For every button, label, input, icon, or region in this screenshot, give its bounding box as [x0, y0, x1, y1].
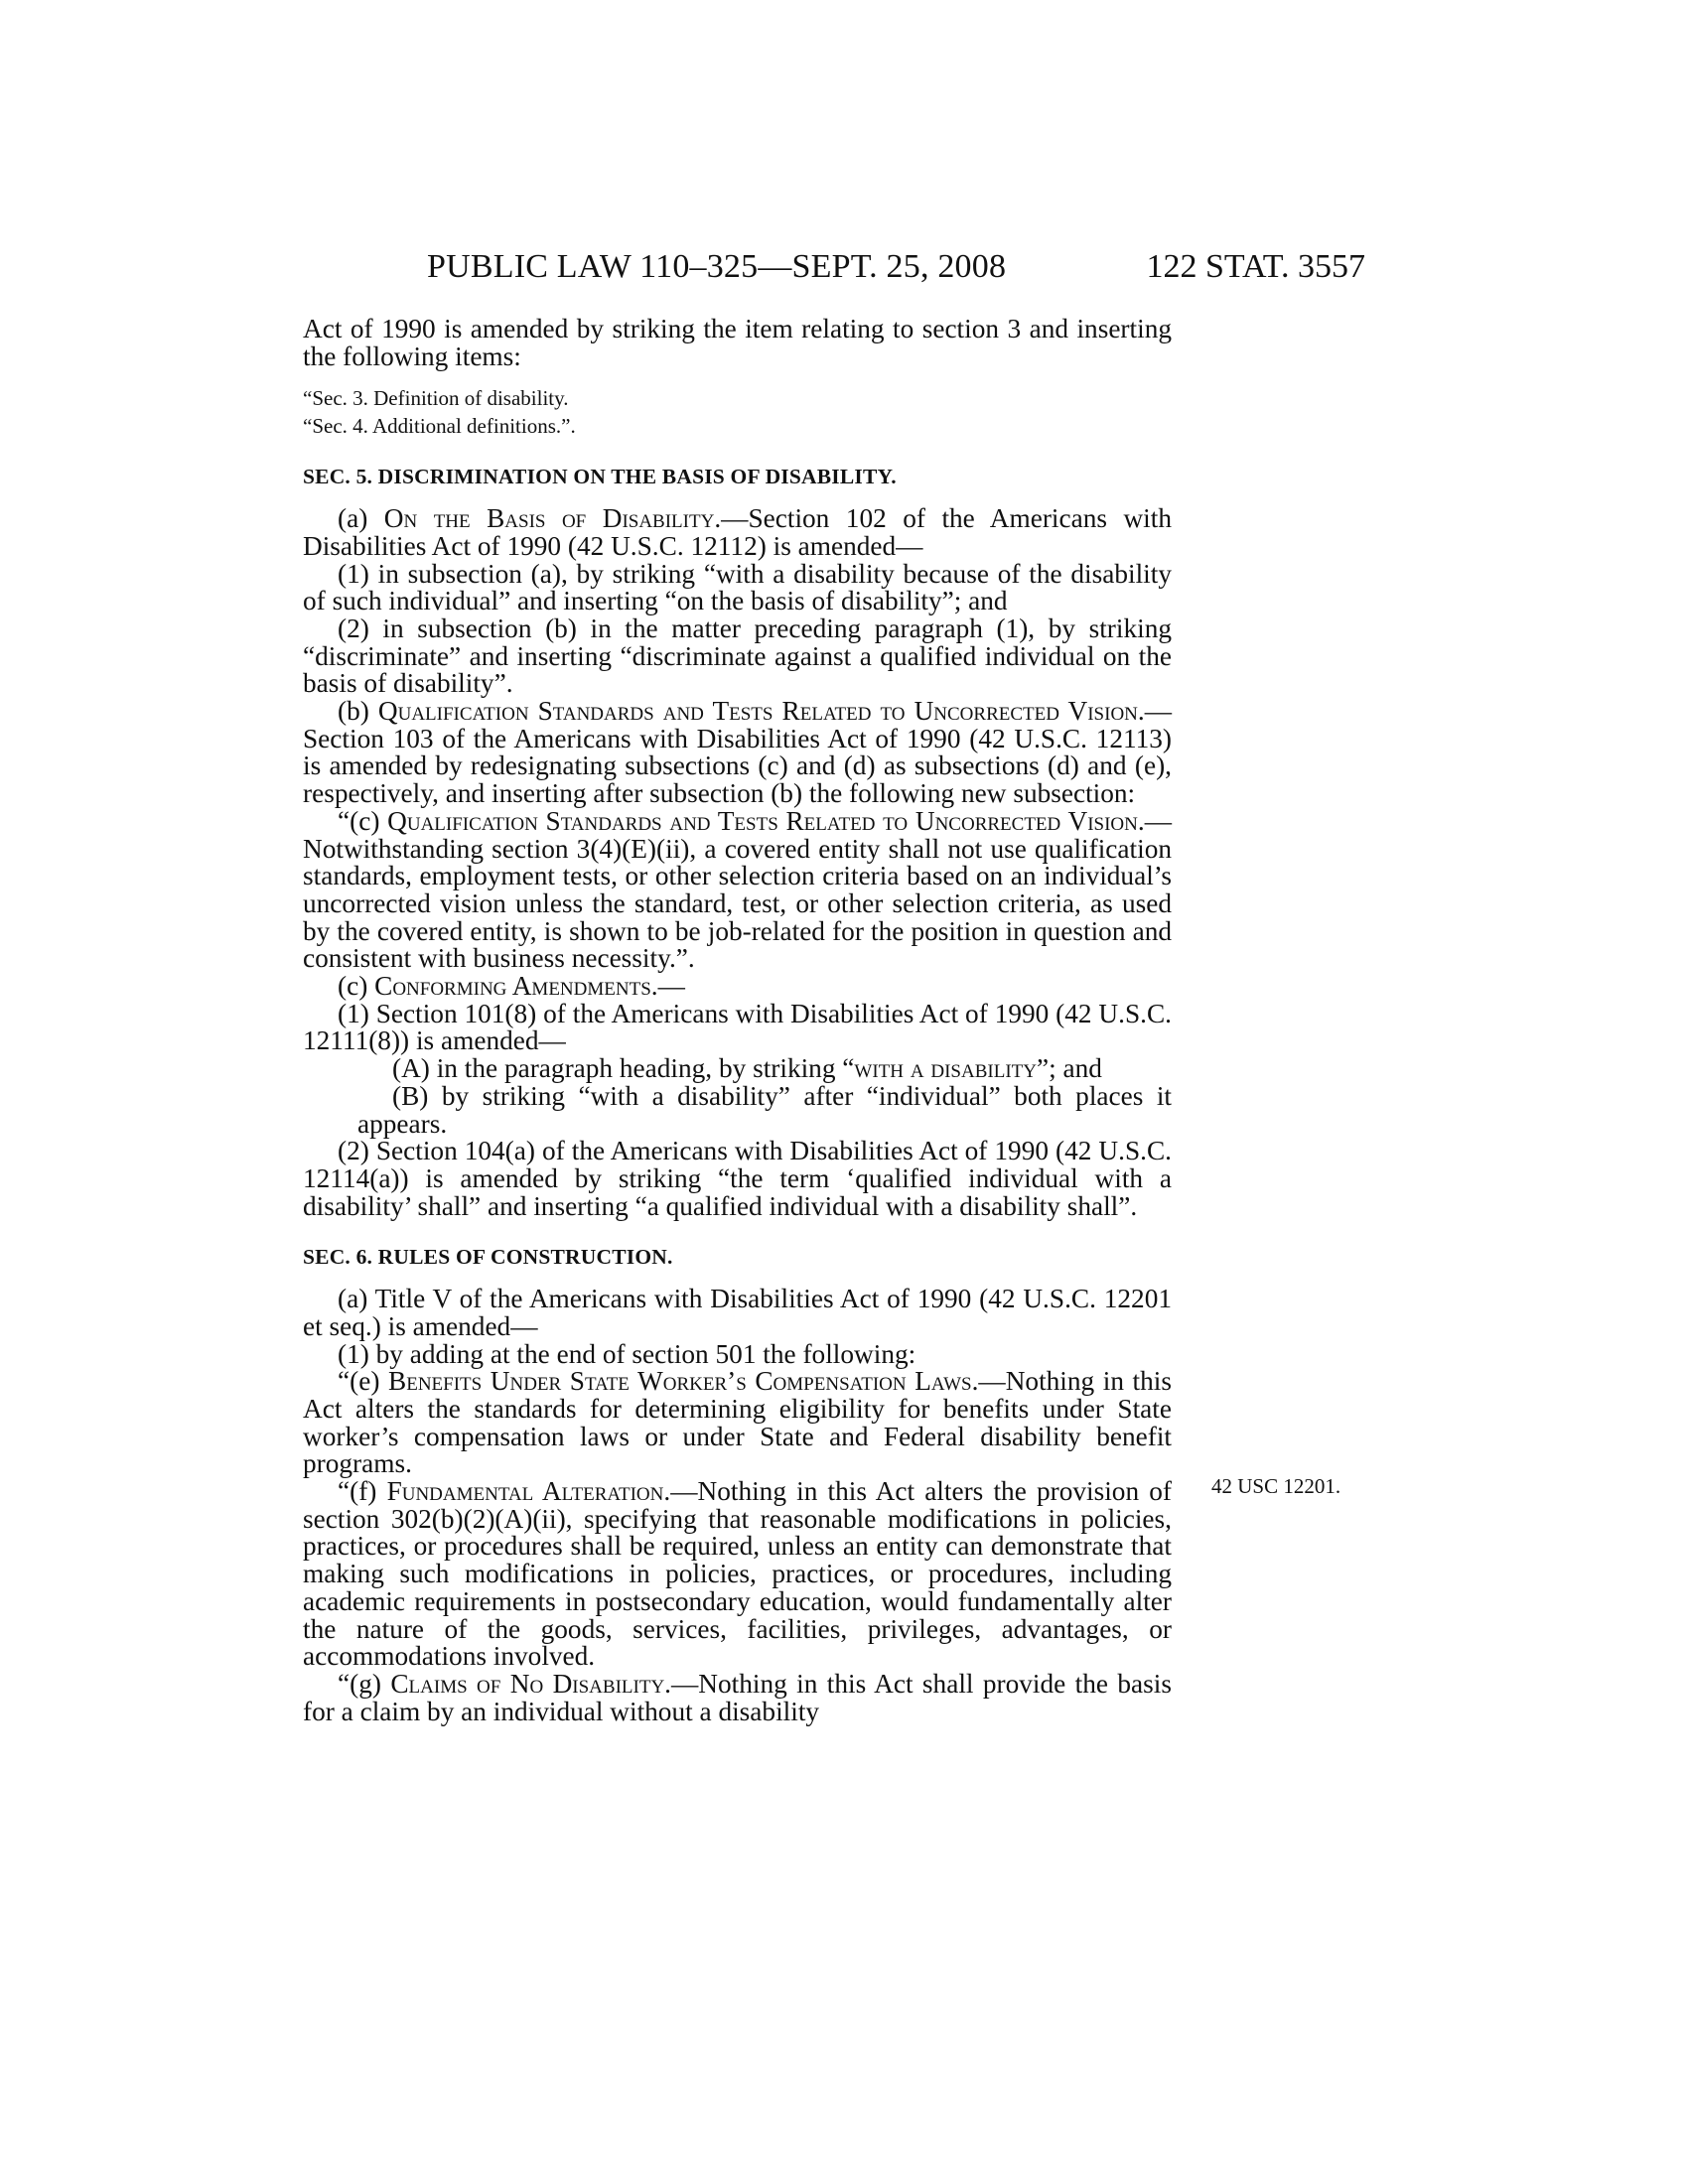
sec5-b-caption: Qualification Standards and Tests Related to Uncorrected Vision.	[377, 696, 1145, 727]
sec5-c1-subparagraph-a	[268, 1055, 1172, 1083]
sec5-a-caption: On the Basis of Disability.	[383, 503, 722, 534]
sec5-c2-text: (2) Section 104(a) of the Americans with Disabilities Act of 1990 (42 U.S.C. 12114(a)) is amended by striking “the term ‘qualified individual with a disability’ shall” and inserting “a qualified individual with a disability shall”.	[303, 1136, 1172, 1221]
page-header-stat: 122 STAT. 3557	[1146, 248, 1365, 285]
sec6-quoted-subsection-f	[303, 1478, 1172, 1671]
sec6-a-paragraph-1	[248, 1338, 1172, 1369]
sec5-quote-c-text: —Notwithstanding section 3(4)(E)(ii), a covered entity shall not use qualification standards, employment tests, or other selection criteria based on an individual’s uncorrected vision unless the standard, test, or other selection criteria, as used by the covered entity, is shown to be job-related for the position in question and consistent with business necessity.”.	[303, 805, 1172, 974]
sec5-b-text: —Section 103 of the Americans with Disabilities Act of 1990 (42 U.S.C. 12113) is amended by redesignating subsections (c) and (d) as subsections (d) and (e), respectively, and inserting after subsection (b) the following new subsection:	[303, 696, 1173, 809]
sec6-f-text: —Nothing in this Act alters the provision of section 302(b)(2)(A)(ii), specifying that reasonable modifications in policies, practices, or procedures shall be required, unless an entity can demonstrate that making such modifications in policies, practices, or procedures, including academic requirements in postsecondary education, would fundamentally alter the nature of the goods, services, facilities, privileges, advantages, or accommodations involved.	[303, 1476, 1173, 1672]
sec5-subsection-b	[303, 698, 1172, 808]
sec5-c-caption: Conforming Amendments.	[374, 971, 658, 1002]
sec6-e-caption: Benefits Under State Worker’s Compensation Laws.	[388, 1366, 979, 1397]
sec5-a1-text: (1) in subsection (a), by striking “with a disability because of the disability of such individual” and inserting “on the basis of disability”; and	[303, 558, 1172, 616]
sec6-quoted-subsection-g	[303, 1668, 1172, 1726]
sec5-quote-c-caption: Qualification Standards and Tests Related to Uncorrected Vision.	[387, 805, 1145, 836]
section-5-heading: SEC. 5. DISCRIMINATION ON THE BASIS OF DISABILITY.	[303, 465, 897, 489]
document-body	[303, 316, 1172, 1725]
sec5-c-paragraph-1	[248, 998, 1172, 1056]
sec6-f-label: “(f)	[338, 1476, 387, 1507]
sec5-c1-text: (1) Section 101(8) of the Americans with Disabilities Act of 1990 (42 U.S.C. 12111(8)) is amended—	[303, 998, 1172, 1056]
sec5-a-paragraph-1	[248, 558, 1172, 616]
sec6-subsection-a: (a) Title V of the Americans with Disabilities Act of 1990 (42 U.S.C. 12201 et seq.) is amended—	[303, 1284, 1172, 1341]
sec5-c-dash: —	[657, 971, 685, 1002]
toc-item-sec-4: “Sec. 4. Additional definitions.”.	[303, 414, 576, 439]
sec6-e-text: —Nothing in this Act alters the standards for determining eligibility for benefits under State worker’s compensation laws or under State and Federal disability benefit programs.	[303, 1366, 1172, 1479]
sec5-subsection-c	[303, 973, 1172, 1001]
table-of-contents-insert	[303, 384, 1172, 440]
margin-note-usc-citation: 42 USC 12201.	[1211, 1474, 1341, 1498]
toc-item-sec-3: “Sec. 3. Definition of disability.	[303, 386, 569, 411]
sec5-a-label: (a)	[338, 503, 384, 534]
sec6-g-label: “(g)	[338, 1668, 391, 1699]
sec6-e-label: “(e)	[338, 1366, 388, 1397]
sec6-a1-text: (1) by adding at the end of section 501 the following:	[338, 1338, 916, 1369]
sec5-c1a-post: ”; and	[1036, 1053, 1102, 1084]
sec5-b-label: (b)	[338, 696, 378, 727]
page-header-title: PUBLIC LAW 110–325—SEPT. 25, 2008	[427, 248, 1007, 285]
sec5-subsection-a	[303, 505, 1172, 560]
sec5-a-paragraph-2	[248, 615, 1172, 698]
sec5-quote-c-label: “(c)	[338, 805, 388, 836]
sec5-c1b-text: (B) by striking “with a disability” after “individual” both places it appears.	[357, 1080, 1172, 1139]
intro-paragraph: Act of 1990 is amended by striking the item relating to section 3 and inserting the following items:	[303, 314, 1172, 371]
sec5-a2-text: (2) in subsection (b) in the matter preceding paragraph (1), by striking “discriminate” and inserting “discriminate against a qualified individual on the basis of disability”.	[303, 613, 1172, 699]
section-6-heading: SEC. 6. RULES OF CONSTRUCTION.	[303, 1245, 673, 1270]
sec5-c1a-caps: with a disability	[854, 1053, 1037, 1084]
sec6-quoted-subsection-e	[303, 1368, 1172, 1478]
sec6-g-caption: Claims of No Disability.	[390, 1668, 671, 1699]
sec5-c-paragraph-2	[248, 1138, 1172, 1220]
sec5-a-text: —Section 102 of the Americans with Disabilities Act of 1990 (42 U.S.C. 12112) is amended—	[303, 503, 1173, 561]
sec5-c1-subparagraph-b	[268, 1080, 1172, 1139]
sec5-c-label: (c)	[338, 971, 375, 1002]
sec5-quoted-subsection-c	[303, 805, 1172, 974]
sec6-f-caption: Fundamental Alteration.	[386, 1476, 671, 1507]
sec6-g-text: —Nothing in this Act shall provide the basis for a claim by an individual without a disability	[303, 1668, 1172, 1726]
sec5-c1a-pre: (A) in the paragraph heading, by striking “	[392, 1053, 855, 1084]
